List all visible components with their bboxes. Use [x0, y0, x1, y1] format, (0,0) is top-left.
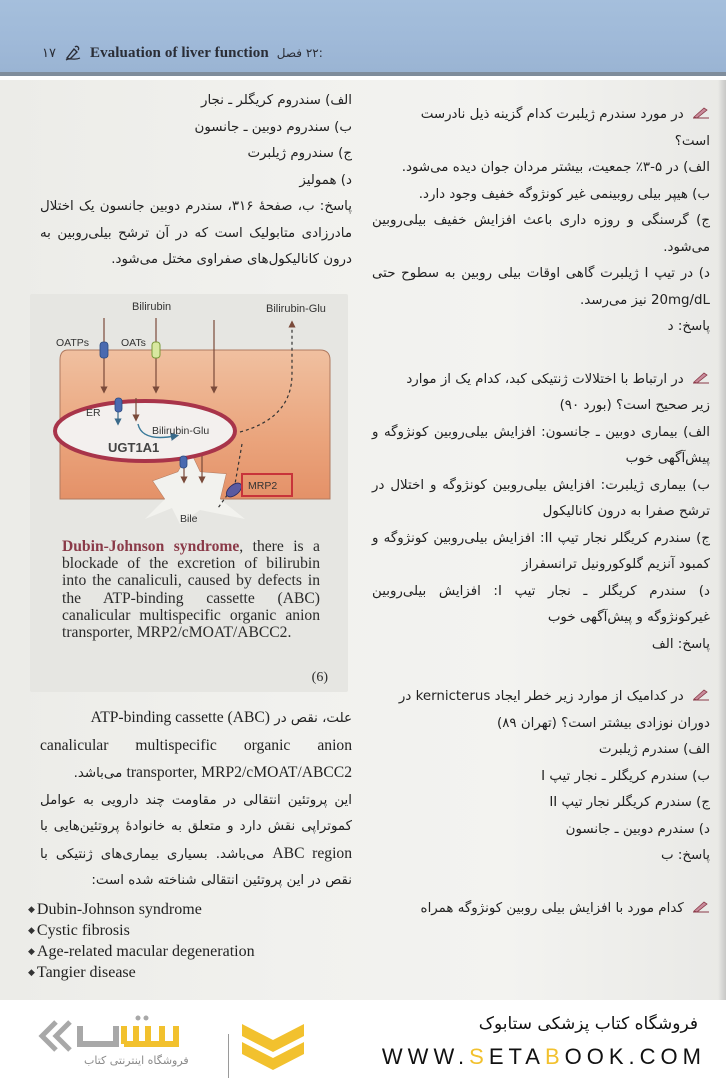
- question-4: [372, 896, 710, 923]
- list-item: ◆ Age-related macular degeneration: [28, 941, 352, 962]
- cause-line-1: علت، نقص در ATP-binding cassette (ABC): [90, 709, 352, 726]
- option-c: ج) سندرم کریگلر نجار تیپ II: افزایش بیلی‌روبین کونژوگه و کمبود آنزیم گلوکورونیل ترانسفراز: [372, 530, 710, 572]
- pen-on-paper-icon: [64, 44, 82, 62]
- pen-icon: [692, 370, 710, 384]
- label-mrp2: MRP2: [248, 480, 278, 492]
- label-bile: Bile: [180, 513, 198, 524]
- option-b: ب) هیپر بیلی روبینمی غیر کونژوگه خفیف وجود دارد.: [418, 186, 710, 202]
- running-head: [42, 42, 323, 64]
- figure-dubin-johnson: [30, 294, 348, 692]
- label-bilirubin-glu-out: Bilirubin-Glu: [266, 303, 326, 315]
- question-stem: کدام مورد با افزایش بیلی روبین کونژوگه همراه: [372, 896, 710, 923]
- figure-number: (6): [311, 670, 328, 685]
- option-a: الف) در ۵-۳٪ جمعیت، بیشتر مردان جوان دیده می‌شود.: [401, 160, 710, 175]
- store-footer: [0, 1000, 726, 1080]
- figure-caption: [62, 538, 320, 641]
- question-stem-cont: زیر صحیح است؟ (بورد ۹۰): [559, 398, 710, 413]
- answer: پاسخ: ب: [660, 848, 710, 863]
- pen-icon: [692, 899, 710, 913]
- question-3: [372, 684, 710, 870]
- label-oatps: OATPs: [56, 337, 90, 349]
- question-stem: در مورد سندرم ژیلبرت کدام گزینه ذیل نادرست: [372, 102, 710, 129]
- option-b: ب) سندرم کریگلر ـ نجار تیپ I: [541, 768, 710, 784]
- option-d: د) در تیپ I ژیلبرت گاهی اوقات بیلی روبین به سطوح حتی 20mg/dL نیز می‌رسد.: [372, 266, 710, 308]
- question-1: [372, 102, 710, 341]
- caption-text: , there is a blockade of the excretion of bilirubin into the canaliculi, caused by defects in the ATP-binding cassette (ABC) canalicular multispecific organic anion transporter, MRP2/cMOAT/ABCC2.: [62, 538, 320, 642]
- page-number: ۱۷: [42, 45, 56, 61]
- option-c: ج) سندروم ژیلبرت: [247, 146, 352, 161]
- option-b: ب) سندروم دوبین ـ جانسون: [194, 119, 352, 135]
- pen-icon: [692, 105, 710, 119]
- list-item: ◆ Dubin-Johnson syndrome: [28, 899, 352, 920]
- logo-emblem-icon: [238, 1020, 308, 1074]
- label-bilirubin: Bilirubin: [132, 301, 172, 313]
- cause-line-2: canalicular multispecific organic anion: [40, 736, 352, 754]
- option-a: الف) بیماری دوبین ـ جانسون: افزایش بیلی‌روبین کونژوگه و پیش‌آگهی خوب: [372, 424, 710, 466]
- label-er: ER: [86, 407, 101, 419]
- disease-list: [28, 899, 352, 983]
- option-d: د) همولیز: [299, 172, 352, 188]
- label-ugt1a1: UGT1A1: [108, 440, 160, 455]
- option-c: ج) سندرم کریگلر نجار تیپ II: [549, 795, 710, 810]
- answer: پاسخ: د: [667, 319, 710, 334]
- setabook-logo: [32, 1014, 282, 1072]
- option-c: ج) گرسنگی و روزه داری باعث افزایش خفیف بیلی‌روبین می‌شود.: [372, 213, 710, 255]
- hepatocyte-diagram: [30, 294, 348, 524]
- answer-explanation: پاسخ: ب، صفحهٔ ۳۱۶، سندرم دوبین جانسون یک اختلال مادرزادی متابولیک است که در آن ترشح بیلی‌روبین به درون کانالیکول‌های صفراوی مختل می‌شود.: [40, 199, 352, 267]
- question-stem: در ارتباط با اختلالات ژنتیکی کبد، کدام یک از موارد: [372, 367, 710, 394]
- store-name: فروشگاه کتاب پزشکی ستابوک: [478, 1014, 698, 1034]
- page-header: [0, 0, 726, 76]
- list-item: ◆ Cystic fibrosis: [28, 920, 352, 941]
- question-stem: در کدامیک از موارد زیر خطر ایجاد kernicterus در: [372, 684, 710, 711]
- option-b: ب) بیماری ژیلبرت: افزایش بیلی‌روبین کونژوگه و اختلال در ترشح صفرا به درون کانالیکول: [372, 477, 710, 519]
- store-url[interactable]: WWW.SETABOOK.COM: [381, 1044, 706, 1069]
- logo-subtitle: فروشگاه اینترنتی کتاب: [84, 1054, 189, 1067]
- chapter-title: Evaluation of liver function: [89, 44, 269, 61]
- chapter-number: :۲۲ فصل: [276, 46, 323, 60]
- question-stem-cont: دوران نوزادی بیشتر است؟ (تهران ۸۹): [496, 715, 710, 731]
- left-lower-text: [36, 705, 352, 983]
- option-d: د) سندرم کریگلر ـ نجار تیپ I: افزایش بیلی‌روبین غیرکونژوگه و پیش‌آگهی خوب: [372, 583, 710, 625]
- book-page: [0, 80, 726, 1000]
- logo-chevrons-icon: [36, 1020, 76, 1054]
- question-stem-cont: است؟: [674, 133, 710, 149]
- caption-term: Dubin-Johnson syndrome: [62, 538, 240, 555]
- label-bilirubin-glu-in: Bilirubin-Glu: [152, 425, 210, 437]
- question-2: [372, 367, 710, 659]
- logo-wordmark-icon: [76, 1014, 186, 1054]
- left-column: [40, 88, 352, 274]
- option-a: الف) سندروم کریگلر ـ نجار: [201, 93, 352, 108]
- option-a: الف) سندرم ژیلبرت: [598, 742, 710, 757]
- right-column: [372, 102, 710, 948]
- label-oats: OATs: [121, 337, 146, 349]
- list-item: ◆ Tangier disease: [28, 962, 352, 983]
- abc-paragraph: این پروتئین انتقالی در مقاومت چند دارویی به عوامل کموتراپی نقش دارد و متعلق به خانوادهٔ پروتئین‌هایی با ABC region می‌باشد. بسیاری بیماری‌های ژنتیکی با نقص در این پروتئین انتقالی شناخته شده است:: [40, 792, 352, 888]
- cause-line-3: transporter, MRP2/cMOAT/ABCC2 می‌باشد.: [73, 764, 352, 781]
- logo-divider: [228, 1034, 229, 1078]
- pen-icon: [692, 687, 710, 701]
- answer: پاسخ: الف: [651, 636, 710, 652]
- option-d: د) سندرم دوبین ـ جانسون: [565, 821, 710, 837]
